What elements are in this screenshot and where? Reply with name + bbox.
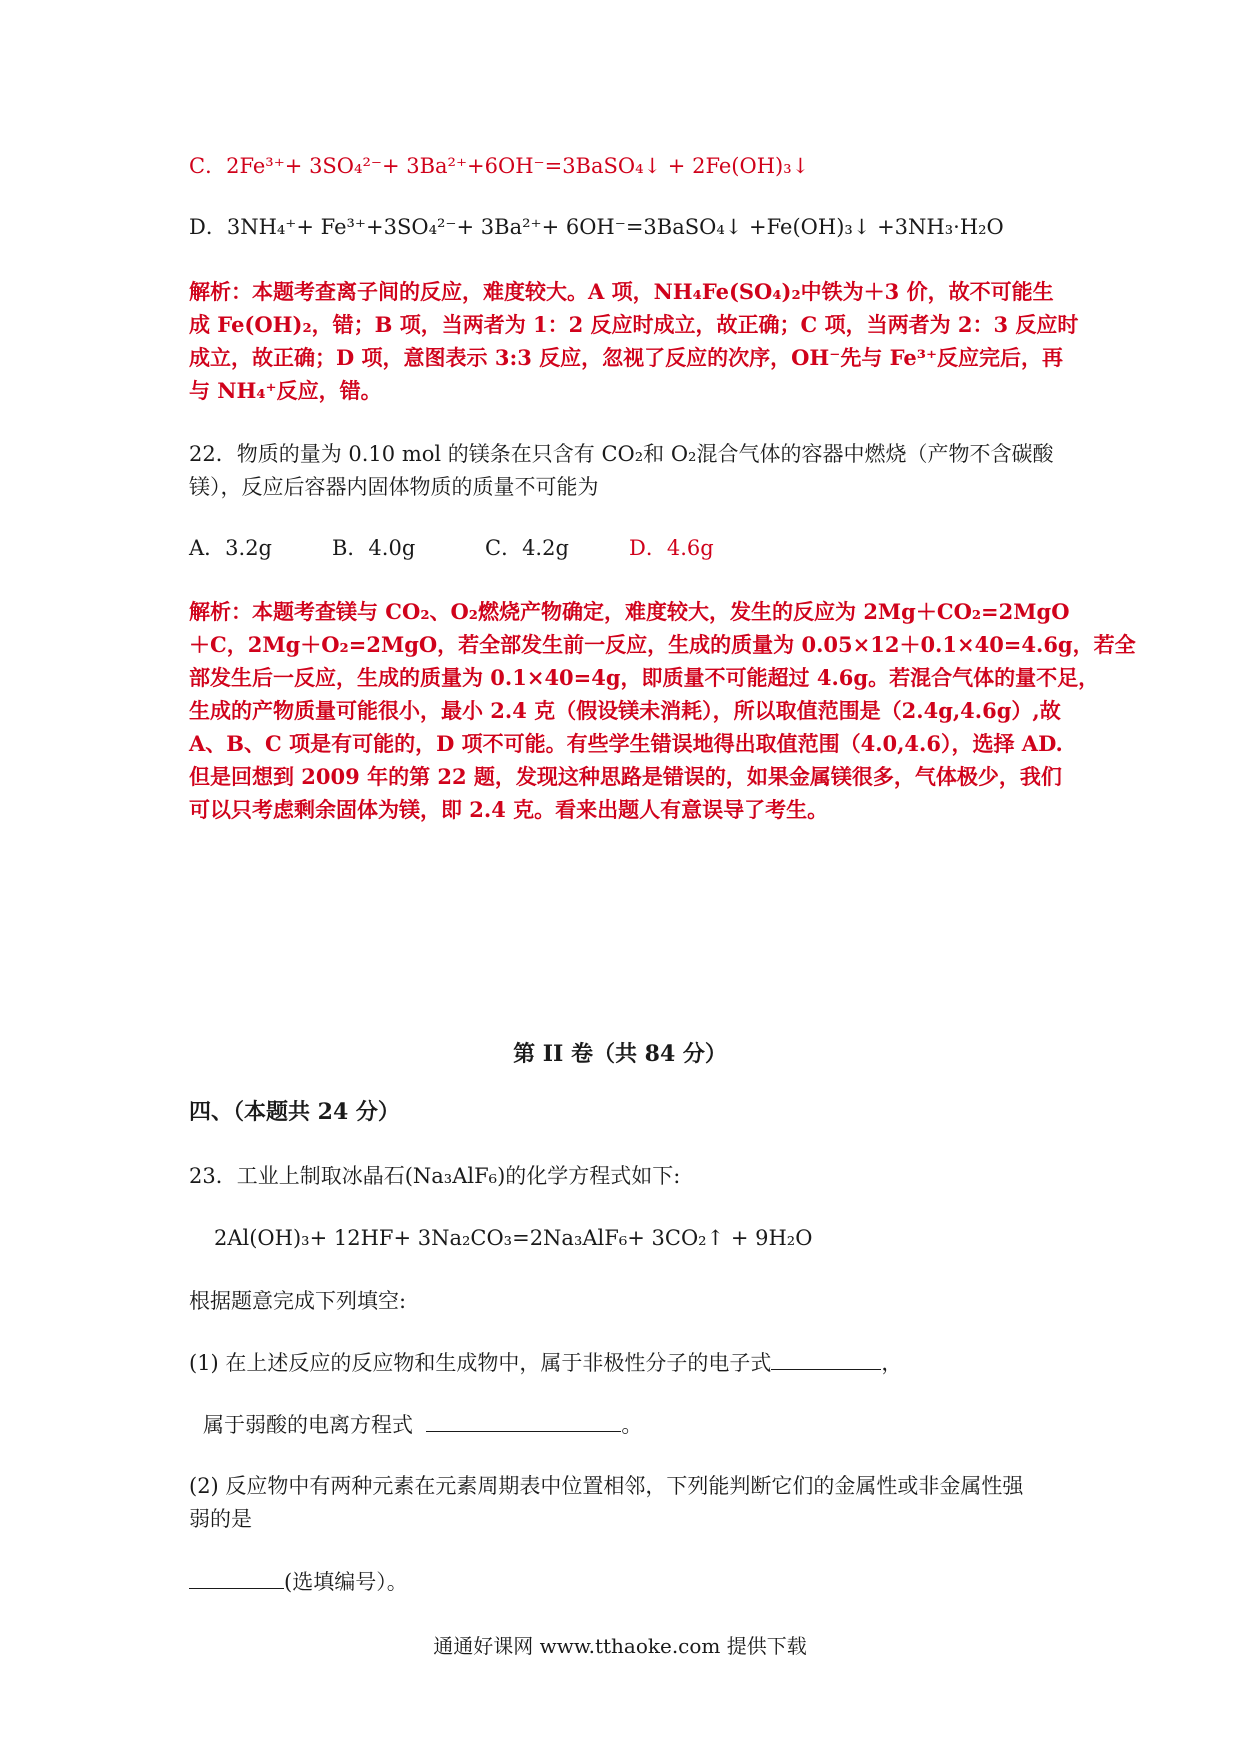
answer-blank[interactable] bbox=[189, 1566, 284, 1589]
q23-sub1-end: ， bbox=[881, 1351, 903, 1375]
q21-option-c-text: 2Fe³⁺+ 3SO₄²⁻+ 3Ba²⁺+6OH⁻=3BaSO₄↓ + 2Fe(OH)₃↓ bbox=[226, 154, 810, 178]
q22-analysis-line: 部发生后一反应，生成的质量为 0.1×40=4g，即质量不可能超过 4.6g。若混合气体的量不足， bbox=[189, 665, 1100, 690]
q22-option-c: C．4.2g bbox=[485, 536, 569, 560]
answer-blank[interactable] bbox=[771, 1347, 881, 1370]
q23-sub2-line: (2) 反应物中有两种元素在元素周期表中位置相邻，下列能判断它们的金属性或非金属性强 bbox=[189, 1474, 1024, 1498]
q23-sub1b-text: 属于弱酸的电离方程式 bbox=[203, 1413, 413, 1437]
q22-stem-line: 22．物质的量为 0.10 mol 的镁条在只含有 CO₂和 O₂混合气体的容器中燃烧（产物不含碳酸 bbox=[189, 442, 1054, 466]
q21-analysis-line: 成 Fe(OH)₂，错；B 项，当两者为 1：2 反应时成立，故正确；C 项，当两者为 2：3 反应时 bbox=[189, 312, 1079, 337]
q21-option-d bbox=[189, 211, 1004, 244]
q21-analysis bbox=[189, 275, 1079, 407]
q23-sub1-text: (1) 在上述反应的反应物和生成物中，属于非极性分子的电子式 bbox=[189, 1351, 772, 1375]
q23-instruction: 根据题意完成下列填空: bbox=[189, 1289, 407, 1313]
q22-option-b: B．4.0g bbox=[332, 536, 416, 560]
q23-sub1-line-b bbox=[203, 1409, 642, 1442]
q22-option-d: D．4.6g bbox=[629, 536, 714, 560]
q21-option-d-label: D． bbox=[189, 215, 227, 239]
q23-sub2-answer-line bbox=[189, 1566, 408, 1599]
q22-analysis-line: ＋C，2Mg＋O₂=2MgO，若全部发生前一反应，生成的质量为 0.05×12＋0.1×40=4.6g，若全 bbox=[189, 632, 1136, 657]
q22-analysis-line: 解析：本题考查镁与 CO₂、O₂燃烧产物确定，难度较大，发生的反应为 2Mg＋CO₂=2MgO bbox=[189, 599, 1070, 624]
q21-analysis-line: 解析：本题考查离子间的反应，难度较大。A 项，NH₄Fe(SO₄)₂中铁为＋3 价，故不可能生 bbox=[189, 279, 1054, 304]
q22-option-a: A．3.2g bbox=[189, 536, 273, 560]
q21-option-c bbox=[189, 150, 809, 183]
part-title: 四、（本题共 24 分） bbox=[189, 1099, 400, 1125]
answer-blank[interactable] bbox=[426, 1409, 621, 1432]
q22-analysis-line: 但是回想到 2009 年的第 22 题，发现这种思路是错误的，如果金属镁很多，气体极少，我们 bbox=[189, 764, 1062, 789]
q22-analysis-line: A、B、C 项是有可能的，D 项不可能。有些学生错误地得出取值范围（4.0,4.6），选择 AD. bbox=[189, 731, 1063, 756]
q22-analysis-line: 可以只考虑剩余固体为镁，即 2.4 克。看来出题人有意误导了考生。 bbox=[189, 797, 829, 822]
q23-stem: 23．工业上制取冰晶石(Na₃AlF₆)的化学方程式如下: bbox=[189, 1164, 681, 1188]
q21-analysis-line: 成立，故正确；D 项，意图表示 3:3 反应，忽视了反应的次序，OH⁻先与 Fe³⁺反应完后，再 bbox=[189, 345, 1064, 370]
q23-sub2 bbox=[189, 1470, 1059, 1536]
q23-sub2-line: 弱的是 bbox=[189, 1507, 252, 1531]
q21-analysis-line: 与 NH₄⁺反应，错。 bbox=[189, 378, 382, 403]
q23-sub1b-end: 。 bbox=[621, 1413, 643, 1437]
volume-title: 第 II 卷（共 84 分） bbox=[513, 1041, 727, 1067]
q22-stem bbox=[189, 438, 1059, 504]
page-footer: 通通好课网 www.tthaoke.com 提供下载 bbox=[433, 1634, 807, 1658]
q23-equation: 2Al(OH)₃+ 12HF+ 3Na₂CO₃=2Na₃AlF₆+ 3CO₂↑ + 9H₂O bbox=[214, 1226, 813, 1250]
q23-sub1-line-a bbox=[189, 1347, 902, 1380]
q22-options bbox=[189, 532, 789, 565]
q23-sub2-end: (选填编号）。 bbox=[284, 1570, 408, 1594]
q22-stem-line: 镁），反应后容器内固体物质的质量不可能为 bbox=[189, 475, 599, 499]
q22-analysis bbox=[189, 595, 1136, 826]
q22-analysis-line: 生成的产物质量可能很小，最小 2.4 克（假设镁未消耗），所以取值范围是（2.4g,4.6g）,故 bbox=[189, 698, 1061, 723]
q21-option-d-text: 3NH₄⁺+ Fe³⁺+3SO₄²⁻+ 3Ba²⁺+ 6OH⁻=3BaSO₄↓ +Fe(OH)₃↓ +3NH₃·H₂O bbox=[226, 215, 1004, 239]
q21-option-c-label: C． bbox=[189, 154, 227, 178]
